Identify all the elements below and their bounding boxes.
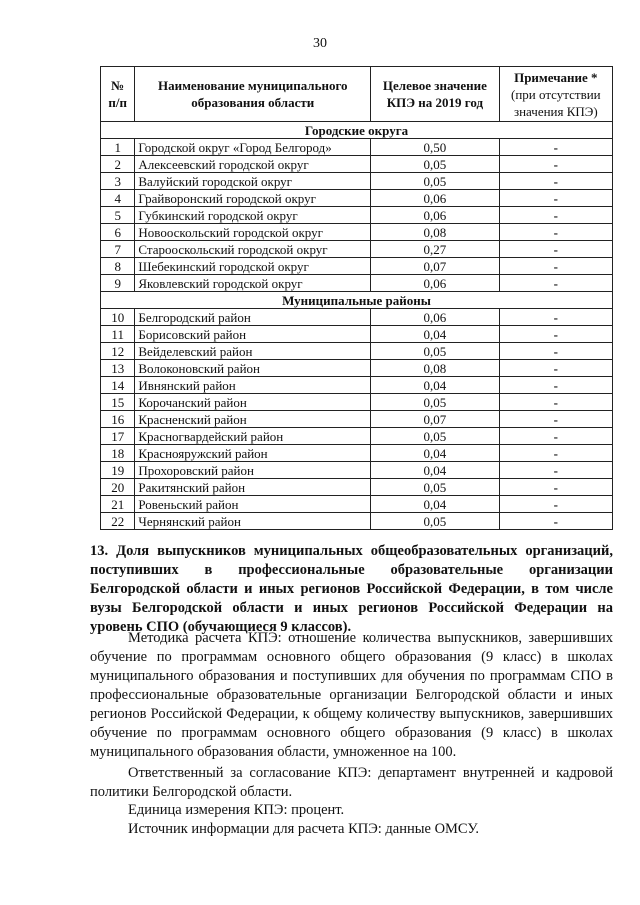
responsible-paragraph: Ответственный за согласование КПЭ: департамент внутренней и кадровой политики Белгородской области. [90, 765, 613, 800]
row-note: - [499, 360, 612, 377]
row-number: 8 [101, 258, 135, 275]
table-row [101, 173, 613, 190]
row-name: Чернянский район [135, 513, 371, 530]
row-note: - [499, 479, 612, 496]
row-note: - [499, 445, 612, 462]
row-name: Ивнянский район [135, 377, 371, 394]
row-name: Губкинский городской округ [135, 207, 371, 224]
section-row [101, 292, 613, 309]
row-number: 11 [101, 326, 135, 343]
section-title: Муниципальные районы [101, 292, 613, 309]
row-value: 0,05 [371, 343, 500, 360]
row-value: 0,50 [371, 139, 500, 156]
row-name: Валуйский городской округ [135, 173, 371, 190]
row-value: 0,06 [371, 275, 500, 292]
row-name: Городской округ «Город Белгород» [135, 139, 371, 156]
row-note: - [499, 496, 612, 513]
row-name: Красногвардейский район [135, 428, 371, 445]
row-name: Волоконовский район [135, 360, 371, 377]
row-note: - [499, 190, 612, 207]
row-name: Грайворонский городской округ [135, 190, 371, 207]
row-name: Шебекинский городской округ [135, 258, 371, 275]
row-name: Ровеньский район [135, 496, 371, 513]
row-name: Новооскольский городской округ [135, 224, 371, 241]
header-target: Целевое значение КПЭ на 2019 год [371, 67, 500, 122]
row-number: 19 [101, 462, 135, 479]
header-name: Наименование муниципального образования области [135, 67, 371, 122]
row-value: 0,05 [371, 173, 500, 190]
row-note: - [499, 326, 612, 343]
unit-paragraph: Единица измерения КПЭ: процент. [128, 802, 345, 818]
row-value: 0,04 [371, 462, 500, 479]
kpe-table [100, 66, 613, 530]
header-num: № п/п [101, 67, 135, 122]
section-heading: 13. Доля выпускников муниципальных общеобразовательных организаций, поступивших в профессиональные образовательные организации Белгородской области и иных регионов Российской Федерации, в том числе вузы Белгородской области и иных регионов Российской Федерации на уровень СПО (обучающиеся 9 классов). [90, 543, 613, 635]
table-row [101, 190, 613, 207]
table-row [101, 462, 613, 479]
row-name: Вейделевский район [135, 343, 371, 360]
row-value: 0,05 [371, 513, 500, 530]
row-note: - [499, 428, 612, 445]
row-number: 15 [101, 394, 135, 411]
row-value: 0,08 [371, 360, 500, 377]
methodology-paragraph: Методика расчета КПЭ: отношение количества выпускников, завершивших обучение по программам основного общего образования (9 класс) в школах муниципального образования и поступивших для обучения по программам СПО в профессиональные образовательные организации Белгородской области и иных регионов Российской Федерации, к общему количеству выпускников, завершивших обучение по программам основного общего образования (9 класс) в школах муниципального образования области, умноженное на 100. [90, 630, 613, 760]
row-name: Борисовский район [135, 326, 371, 343]
row-note: - [499, 411, 612, 428]
row-number: 14 [101, 377, 135, 394]
table-row [101, 496, 613, 513]
row-value: 0,04 [371, 496, 500, 513]
row-number: 7 [101, 241, 135, 258]
source-paragraph: Источник информации для расчета КПЭ: данные ОМСУ. [128, 821, 479, 837]
table-row [101, 445, 613, 462]
header-note [499, 67, 612, 122]
page-number: 30 [313, 36, 327, 51]
row-note: - [499, 241, 612, 258]
row-value: 0,05 [371, 394, 500, 411]
row-value: 0,04 [371, 326, 500, 343]
table-row [101, 360, 613, 377]
table-row [101, 241, 613, 258]
table-row [101, 224, 613, 241]
row-number: 3 [101, 173, 135, 190]
row-value: 0,08 [371, 224, 500, 241]
row-value: 0,04 [371, 377, 500, 394]
row-note: - [499, 156, 612, 173]
row-number: 6 [101, 224, 135, 241]
row-value: 0,05 [371, 428, 500, 445]
table-row [101, 326, 613, 343]
row-note: - [499, 207, 612, 224]
row-note: - [499, 462, 612, 479]
row-name: Яковлевский городской округ [135, 275, 371, 292]
row-note: - [499, 258, 612, 275]
section-row [101, 122, 613, 139]
row-name: Прохоровский район [135, 462, 371, 479]
row-number: 12 [101, 343, 135, 360]
row-note: - [499, 309, 612, 326]
row-name: Красненский район [135, 411, 371, 428]
row-value: 0,06 [371, 190, 500, 207]
table-row [101, 411, 613, 428]
table-row [101, 139, 613, 156]
row-name: Алексеевский городской округ [135, 156, 371, 173]
section-title: Городские округа [101, 122, 613, 139]
row-name: Ракитянский район [135, 479, 371, 496]
table-header-row [101, 67, 613, 122]
row-number: 13 [101, 360, 135, 377]
table-body [101, 122, 613, 530]
row-number: 4 [101, 190, 135, 207]
row-note: - [499, 377, 612, 394]
row-value: 0,07 [371, 258, 500, 275]
row-number: 1 [101, 139, 135, 156]
row-name: Корочанский район [135, 394, 371, 411]
row-number: 21 [101, 496, 135, 513]
row-number: 17 [101, 428, 135, 445]
row-number: 20 [101, 479, 135, 496]
row-value: 0,07 [371, 411, 500, 428]
row-value: 0,06 [371, 309, 500, 326]
row-value: 0,06 [371, 207, 500, 224]
table-row [101, 275, 613, 292]
table-row [101, 207, 613, 224]
table-row [101, 479, 613, 496]
row-number: 2 [101, 156, 135, 173]
row-value: 0,27 [371, 241, 500, 258]
row-number: 22 [101, 513, 135, 530]
table-row [101, 343, 613, 360]
row-value: 0,05 [371, 156, 500, 173]
row-number: 5 [101, 207, 135, 224]
row-note: - [499, 513, 612, 530]
header-note-sub: (при отсутствии значения КПЭ) [511, 86, 601, 119]
row-name: Краснояружский район [135, 445, 371, 462]
row-number: 18 [101, 445, 135, 462]
row-note: - [499, 139, 612, 156]
table-row [101, 428, 613, 445]
row-name: Старооскольский городской округ [135, 241, 371, 258]
row-note: - [499, 394, 612, 411]
row-note: - [499, 173, 612, 190]
row-note: - [499, 224, 612, 241]
table-row [101, 513, 613, 530]
row-value: 0,04 [371, 445, 500, 462]
table-row [101, 156, 613, 173]
row-note: - [499, 343, 612, 360]
row-name: Белгородский район [135, 309, 371, 326]
table-row [101, 394, 613, 411]
table-row [101, 258, 613, 275]
row-number: 9 [101, 275, 135, 292]
row-number: 10 [101, 309, 135, 326]
table-row [101, 309, 613, 326]
row-number: 16 [101, 411, 135, 428]
header-note-title: Примечание * [514, 69, 598, 85]
row-value: 0,05 [371, 479, 500, 496]
table-row [101, 377, 613, 394]
row-note: - [499, 275, 612, 292]
